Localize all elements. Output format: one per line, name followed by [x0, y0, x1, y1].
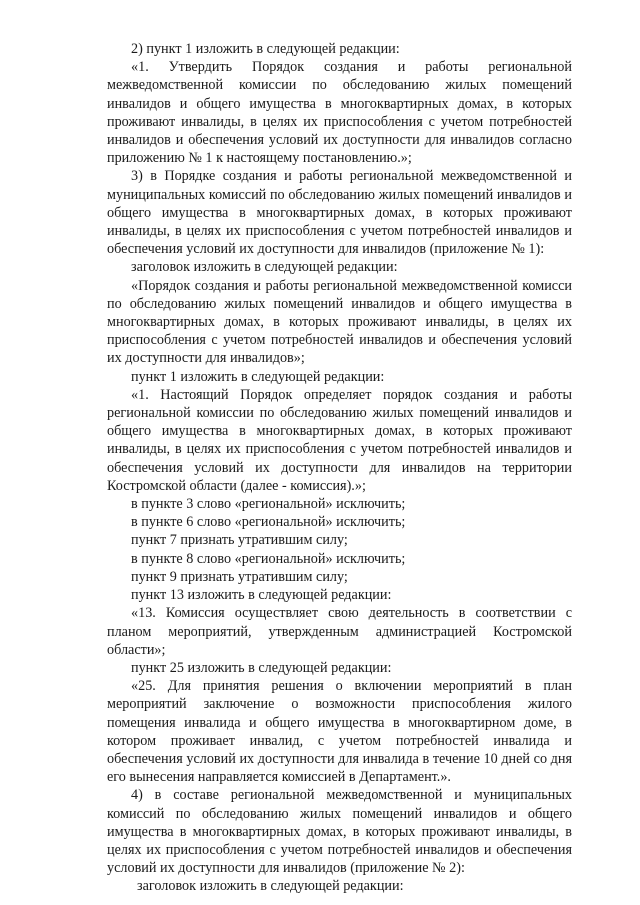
paragraph: «Порядок создания и работы региональной межведомственной комисси по обследованию жилых помещений инвалидов и общего имущества в многоквартирных домах, в которых проживают инвалиды, в целях их приспособления с учетом потребностей инвалидов и обеспечения условий их доступности для инвалидов»;	[107, 277, 572, 367]
paragraph: пункт 13 изложить в следующей редакции:	[131, 587, 392, 604]
paragraph: «1. Утвердить Порядок создания и работы региональной межведомственной комиссии по обследованию жилых помещений инвалидов и общего имущества в многоквартирных домах, в которых проживают инвалиды, в целях их приспособления с учетом потребностей инвалидов и обеспечения условий их доступности для инвалидов согласно приложению № 1 к настоящему постановлению.»;	[107, 59, 572, 167]
paragraph: пункт 7 признать утратившим силу;	[131, 532, 348, 549]
paragraph: 2) пункт 1 изложить в следующей редакции:	[131, 41, 400, 57]
paragraph: пункт 1 изложить в следующей редакции:	[131, 368, 385, 385]
paragraph: «25. Для принятия решения о включении мероприятий в план мероприятий заключение о возможности приспособления жилого помещения инвалида и общего имущества в многоквартирном доме, в котором проживает инвалид, с учетом потребностей инвалида и обеспечения условий их доступности для инвалида в течение 10 дней со дня его вынесения направляется комиссией в Департамент.».	[107, 678, 572, 786]
paragraph: пункт 25 изложить в следующей редакции:	[131, 659, 392, 676]
paragraph: «1. Настоящий Порядок определяет порядок создания и работы региональной комиссии по обследованию жилых помещений инвалидов и общего имущества в многоквартирных домах, в которых проживают инвалиды, в целях их приспособления с учетом потребностей инвалидов и обеспечения условий их доступности для инвалидов на территории Костромской области (далее - комиссия).»;	[107, 386, 572, 494]
paragraph: пункт 9 признать утратившим силу;	[131, 568, 348, 585]
paragraph: в пункте 6 слово «региональной» исключить;	[131, 514, 406, 531]
paragraph: заголовок изложить в следующей редакции:	[131, 259, 398, 276]
paragraph: заголовок изложить в следующей редакции:	[137, 878, 404, 895]
paragraph: 3) в Порядке создания и работы региональной межведомственной и муниципальных комиссий по обследованию жилых помещений инвалидов и общего имущества в многоквартирных домах, в которых проживают инвалиды, в целях их приспособления с учетом потребностей инвалидов и обеспечения условий их доступности для инвалидов (приложение № 1):	[107, 168, 572, 258]
paragraph: 4) в составе региональной межведомственной и муниципальных комиссий по обследованию жилых помещений инвалидов и общего имущества в многоквартирных домах, в которых проживают инвалиды, в целях их приспособления с учетом потребностей инвалидов и обеспечения условий их доступности для инвалидов (приложение № 2):	[107, 787, 572, 877]
paragraph: в пункте 3 слово «региональной» исключить;	[131, 496, 406, 513]
paragraph: «13. Комиссия осуществляет свою деятельность в соответствии с планом мероприятий, утвержденным администрацией Костромской области»;	[107, 605, 572, 658]
paragraph: в пункте 8 слово «региональной» исключить;	[131, 550, 406, 567]
